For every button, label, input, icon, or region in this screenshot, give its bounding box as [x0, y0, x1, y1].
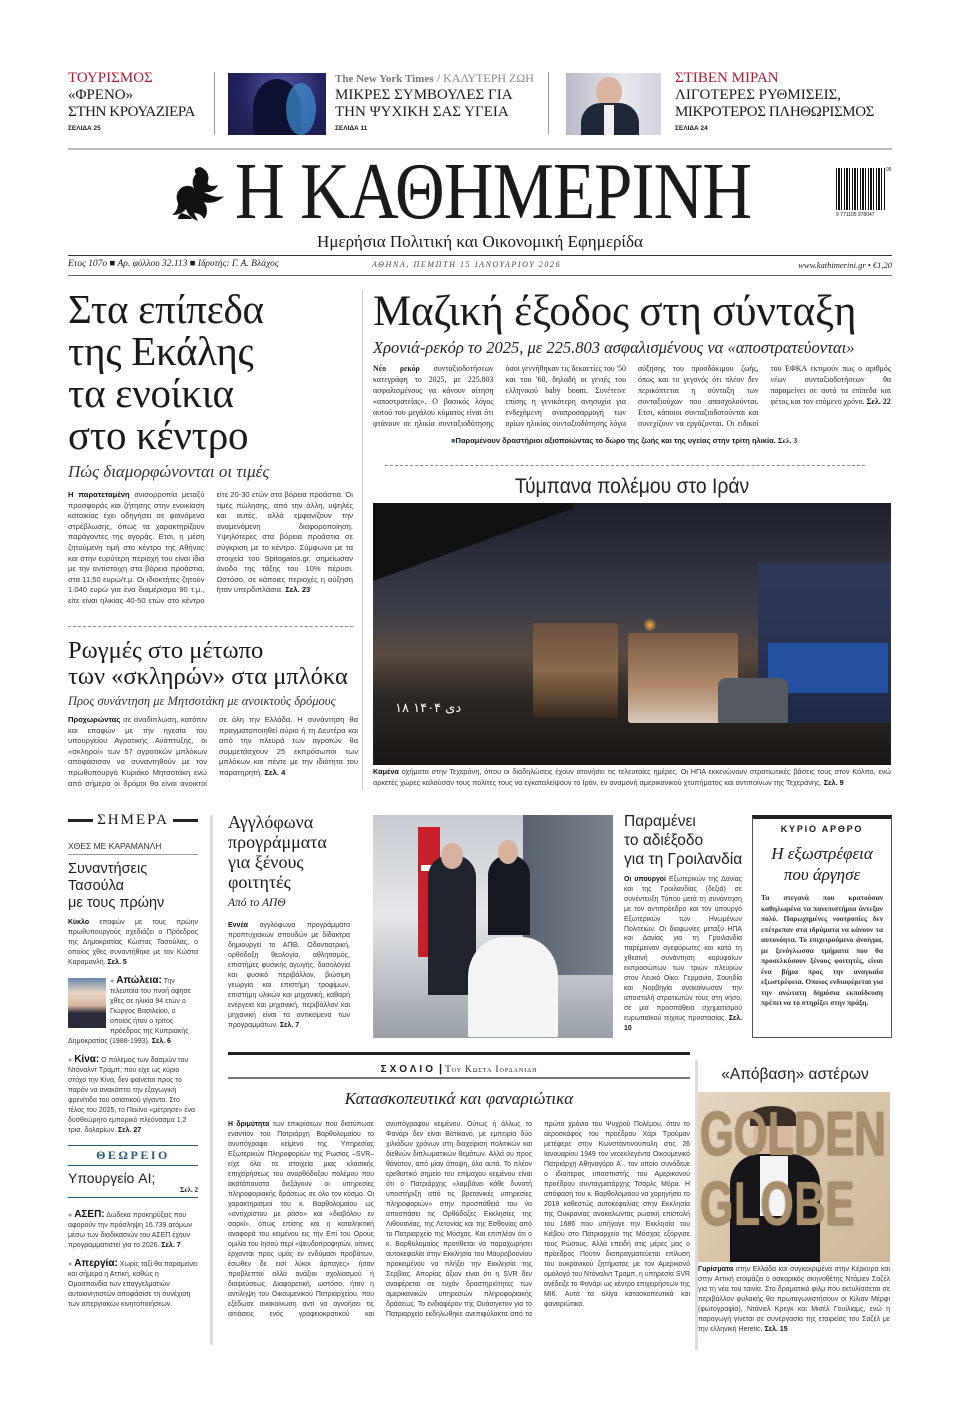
griffin-logo-icon — [170, 163, 228, 223]
headline — [68, 288, 353, 456]
rule — [68, 275, 892, 276]
teaser-title: ΜΙΚΡΟΤΕΡΟΣ ΠΛΗΘΩΡΙΣΜΟΣ — [675, 104, 875, 120]
section-title: ΚΥΡΙΟ ΑΡΘΡΟ — [780, 824, 864, 834]
kicker: ΧΘΕΣ ΜΕ ΚΑΡΑΜΑΝΛΗ — [68, 841, 198, 855]
article-farmers[interactable] — [68, 638, 358, 790]
stars-headline: «Απόβαση» αστέρων — [721, 1066, 869, 1083]
section-title: ΣΗΜΕΡΑ — [97, 812, 169, 828]
bullet-icon: ● — [110, 978, 115, 985]
article-body: Εννέα αγγλόφωνα προγράμματα προπτυχιακών σπουδών με δίδακτρα δημιουργεί το ΑΠΘ. Οδοντιατρική, ορθόδοξη θεολογία, αθλητισμός, επιστήμες φυσικής αγωγής, δασολογία και φυσικό περιβάλλον, βιώσιμη γεωργία και επιστήμη τροφίμων, επιστήμη υλικών και μηχανική, καθαρή ενέργεια και μηχανική, περιβάλλον και μηχανική είναι τα αντικείμενα των προγραμμάτων. Σελ. 7 — [228, 922, 350, 1029]
headline-line: τα ενοίκια — [68, 370, 234, 416]
rule — [228, 1077, 690, 1079]
section-title: ΣΧΟΛΙΟ — [380, 1064, 436, 1075]
subtitle: Προς συνάντηση με Μητσοτάκη με ανοικτούς δρόμους — [68, 694, 336, 708]
issue-info: Ετος 107ο ■ Αρ. φύλλου 32.113 ■ Ιδρυτής: Γ. Α. Βλάχος — [68, 259, 279, 269]
column-divider — [210, 815, 213, 1345]
teaser-miran[interactable] — [675, 70, 895, 132]
teaser-title: ΣΤΗΝ ΚΡΟΥΑΖΙΕΡΑ — [68, 104, 195, 120]
separator — [68, 626, 353, 627]
page-ref[interactable]: Σελ. 15 — [764, 1326, 788, 1333]
teaser-tourism[interactable] — [68, 70, 208, 132]
square-bullet-icon: ■ — [451, 436, 456, 445]
article-body: Τα στεγανά που κρατούσαν καθηλωμένα τα πανεπιστήμια άντεξαν πολύ. Παρωχημένες νοοτροπίες δεν επέτρεπαν στα ιδρύματα να κάνουν τα αυτονόητα. Το επιχειρούμενο άνοιγμα, με ξενόγλωσσα τμήματα που θα προσελκύσουν ξένους φοιτητές, είναι ένα βήμα προς την αναγκαία εξωστρέφεια. Οποιος ενδιαφέρεται για την ανώτατη δημόσια εκπαίδευση πρέπει να το στηρίξει στην πράξη. — [761, 893, 883, 1007]
headline[interactable]: Συναντήσεις Τασούλα με τους πρώην — [68, 861, 165, 911]
headline-line: στο κέντρο — [68, 412, 249, 458]
separator — [385, 465, 865, 466]
masthead-tagline: Ημερήσια Πολιτική και Οικονομική Εφημερίδα — [317, 232, 643, 251]
teaser-page: ΣΕΛΙΔΑ 24 — [675, 125, 708, 132]
teaser-title: «ΦΡΕΝΟ» — [68, 87, 134, 103]
brief-obituary[interactable]: ● Απώλεια: Την τελευταία του πνοή άφησε χθες σε ηλικία 94 ετών ο Γιώργος Βασιλείου, ο οποίος ήταν ο τρίτος πρόεδρος της Κυπριακής Δημοκρατίας (1988-1993). Σελ. 6 — [68, 975, 191, 1045]
teaser-kicker: ΤΟΥΡΙΣΜΟΣ — [68, 70, 153, 86]
photo-date-overlay: ۱۸ دی ۱۴۰۴ — [395, 701, 462, 716]
comment-headline[interactable]: Κατασκοπευτικά και φαναριώτικα — [344, 1089, 574, 1108]
teaser-kicker: / ΚΑΛΥΤΕΡΗ ΖΩΗ — [436, 71, 534, 85]
mental-health-illustration — [228, 73, 326, 135]
page-ref[interactable]: Σελ. 23 — [285, 585, 311, 595]
teaser-title: ΤΗΝ ΨΥΧΙΚΗ ΣΑΣ ΥΓΕΙΑ — [335, 104, 509, 120]
brief-china[interactable]: ● Κίνα: Ο πόλεμος των δασμών του Ντόναλντ Τραμπ, που είχε ως κύριο στόχο την Κίνα, δεν φαίνεται προς το παρόν να ανακόπτει την εξαγωγική φρενίτιδα του ασιατικού γίγαντα. Στο τέλος του 2025, το Πεκίνο «μέτρησε» ένα δυσθεώρητο εμπορικό πλεόνασμα 1,2 τρισ. δολαρίων. Σελ. 27 — [68, 1054, 195, 1134]
website-price: www.kathimerini.gr • €1,20 — [798, 260, 892, 270]
stephen-miran-photo — [566, 73, 661, 135]
photo-caption: Γυρίσματα στην Ελλάδα και συγκεκριμένα στην Κέρκυρα και στην Αττική ετοιμάζει ο οσκαρικός σκηνοθέτης Ντάμιεν Σαζέλ για τη νέα του ταινία. Στο δραματικό φιλμ που εκτυλίσσεται σε περιβάλλον φυλακής θα πρωταγωνιστήσουν οι Κίλιαν Μέρφι (φωτογραφία), Ντάνιελ Κρεγκ και Μισέλ Γουίλιαμς, ενώ η παραγωγή γίνεται σε συνεργασία της εταιρείας του Σαζέλ με την ελληνική Heretic. Σελ. 15 — [698, 1266, 890, 1333]
editorial-box[interactable] — [752, 815, 892, 1038]
subtitle: Χρονιά-ρεκόρ το 2025, με 225.803 ασφαλισμένους να «αποστρατεύονται» — [373, 338, 855, 357]
divider — [548, 72, 549, 134]
page-ref[interactable]: Σελ. 7 — [279, 1022, 300, 1029]
divider — [214, 72, 215, 134]
barcode-issue: 05 — [886, 167, 892, 173]
teaser-title: ΜΙΚΡΕΣ ΣΥΜΒΟΥΛΕΣ ΓΙΑ — [335, 87, 513, 103]
article-english-programs[interactable] — [228, 812, 350, 1031]
theoreio-headline[interactable]: Υπουργείο AI; — [68, 1170, 156, 1186]
related-link[interactable]: ■Παραμένουν δραστήριοι αξιοποιώντας το δώρο της ζωής και της υγείας στην τρίτη ηλικία. Σελ. 3 — [451, 436, 798, 445]
section-title: ΘΕΩΡΕΙΟ — [96, 1148, 170, 1162]
brief-asep[interactable]: ● ΑΣΕΠ: Δώδεκα προκηρύξεις που αφορούν την πρόσληψη 16.739 ατόμων μέσω των διαδικασιών του ΑΣΕΠ έχουν προγραμματιστεί για το 2026. Σελ. 7 — [68, 1209, 193, 1249]
photo-backdrop-text: GOLDEN GLOBE — [700, 1100, 886, 1239]
page-ref[interactable]: Σελ. 5 — [107, 959, 127, 966]
article-body: Οι υπουργοί Εξωτερικών της Δανίας και της Γροιλανδίας (δεξιά) σε συνέντευξη Τύπου μετά τη συνάντηση με τον αντιπρόεδρο και τον υπουργό Εξωτερικών των Ηνωμένων Πολιτειών. Οι διαφωνίες μεταξύ ΗΠΑ και Δανίας για τη Γροιλανδία παρέμειναν αγεφύρωτες και κατά τη χθεσινή συνάντηση κορυφαίων εκπροσώπων των τριών πλευρών στον Λευκό Οίκο. Γερμανία, Σουηδία και Νορβηγία ανακοίνωσαν την αποστολή στρατιωτών τους στη νήσο, σε μια προσπάθεια σχηματισμού ευρωπαϊκού τείχους προστασίας. Σελ. 10 — [624, 876, 742, 1032]
article-pensions[interactable] — [373, 288, 891, 445]
barcode-number: 9 771105 978047 — [836, 212, 875, 218]
comment-body: Η δριμύτητα των επικρίσεων που διατύπωσε εναντίον του Πατριάρχη Βαρθολομαίου το ανυπόγραφο κείμενο της Υπηρεσίας Εξωτερικών Πληροφοριών της Ρωσίας –SVR– είχε όλα τα στοιχεία μιας κλασικής επιχειρήσεως του ανορθόδοξου πολέμου που ακατάπαυστα διεξάγουν οι υπηρεσίες πληροφοριακής δράσεως σε όλο τον κόσμο. Οι χαρακτηρισμοί του κ. Βαρθολομαίου ως «αντιχρίστου με ράσο» και «διαβόλου εν σαρκί», όπως επίσης και η καταληκτική αναφορά του κειμένου εις την Επί του Ορους ομιλία του Ιησού περί «ψευδοπροφητών, οίτινες έρχονται προς υμάς εν ενδύμασι προβάτων, έσωθεν δε εισί λύκοι άρπαγες» ήσαν προβλεπτοί αλλά ανάξιοι σχολιασμού ή διαψεύσεως. Διαφορετική, ωστόσο, ήταν η αντίληψη του Οικουμενικού Πατριαρχείου, που εξέδωσε ανακοίνωση αντί να αγνοήσει τις αιτιάσεις ενός γραφειοκρατικού και ανυπόγραφου κειμένου. Ούτως ή άλλως το Φανάρι δεν είναι Βατικανό, με εμπειρία δύο χιλιάδων χρόνων στη διαχείριση πολιτικών και διεθνών διπλωματικών θεμάτων. Αλλά ου προς θάνατον, από μίαν άποψη, όλα αυτά. Το πλέον ερεθιστικό σημείο του επίμαχου κειμένου είναι ότι ο Πατριάρχης «λαμβάνει κάθε δυνατή υποστήριξη από τις βρετανικές υπηρεσίες πληροφοριών» στην προσπάθειά του να αποσπάσει τις Ορθόδοξες Εκκλησίες της Λιθουανίας, της Λετονίας και της Εσθονίας από το Πατριαρχείο της Μόσχας. Και επιπλέον ότι ο κ. Βαρθολομαίος προτίθεται να παραχωρήσει αυτοκεφαλία στην Εκκλησία του Μαυροβουνίου προκειμένου να πλήξει την Εκκλησία της Σερβίας. Απορίας άξιον είναι ότι η SVR δεν αναφέρεται σε τυχόν δραστηριότητες των αμερικανικών υπηρεσιών πληροφοριακής δράσεως. Το ενδιαφέρον της Ουάσιγκτον για το Πατριαρχείο εκδηλώθηκε ανεπιφύλακτα από τα πρώτα χρόνια του Ψυχρού Πολέμου, όταν το αεροσκάφος του προέδρου Χάρι Τρούμαν μετέφερε στην Κωνσταντινούπολη στις 26 Ιανουαρίου 1949 τον νεοεκλεγέντα Οικουμενικό Πατριάρχη Αθηναγόρα Α΄, τον οποίο συνόδευε ο ιδιαίτερος υπασπιστής του Αμερικανού προέδρου συνταγματάρχης Τσαρλς Μόρα. Η απόφαση του κ. Βαρθολομαίου να χορηγήσει το 2018 καθεστώς αυτοκεφαλίας στην Εκκλησία της Ουκρανίας ανακαλώντας ρωσική επιστολή του 1686 που υπήγαγε την Εκκλησία του Κιέβου στο Πατριαρχείο της Μόσχας εξόργισε τους Ρώσους. Αλλά επειδή στις μέρες μας ο πρόεδρος Πούτιν διαπραγματεύεται επίλυση του ουκρανικού ζητήματος με τον Αμερικανό ομόλογό του Ντόναλντ Τραμπ, η υπηρεσία SVR ανέδειξε το Φανάρι ως κέντρο επιχειρήσεων της MI6. Αυτά τα ολίγα κατασκοπευτικά και φαναριώτικα. — [228, 1121, 690, 1318]
brief-strike[interactable]: ● Απεργία: Χωρίς ταξί θα παραμείνει και σήμερα η Αττική, καθώς η Ομοσπονδία των επαγγελματιών αυτοκινητιστών αποφάσισε τη συνέχιση των απεργιακών κινητοποιήσεων. — [68, 1258, 198, 1308]
article-body: Η παρατεταμένη ανισορροπία μεταξύ προσφοράς και ζήτησης στην ενοικίαση κατοικίας έχει οδηγήσει σε φαινόμενα στρέβλωσης, όπως τα χαρακτηρίζουν παράγοντες της αγοράς. Ετσι, η μέση ζητούμενη τιμή στο κέντρο της Αθήνας και στην ευρύτερη περιοχή του είναι ίδια με την αντίστοιχη στα βόρεια προάστια, στα 11,50 ευρώ/τ.μ. Οι ιδιοκτήτες ζητούν 1.040 ευρώ για ένα διαμέρισμα 90 τ.μ., είτε είναι ηλικίας 40-50 ετών στο κέντρο είτε 20-30 ετών στα βόρεια προάστια. Οι τιμές πώλησης, από την άλλη, υψηλές και αυτές, αλλά εμφανίζουν την αναμενόμενη διαφοροποίηση. Υψηλότερες στα βόρεια προάστια σε σύγκριση με το κέντρο. Σύμφωνα με τα στοιχεία του Spitogatos.gr, σημείωσαν άνοδο της τάξης του 10% πέρυσι. Ωστόσο, σε κάποιες περιοχές η αύξηση ήταν υπερδιπλάσια. Σελ. 23 — [68, 490, 353, 605]
article-rent[interactable] — [68, 288, 353, 620]
subtitle: Από το ΑΠΘ — [228, 897, 286, 909]
teaser-page: ΣΕΛΙΔΑ 11 — [335, 125, 368, 132]
headline: Η εξωστρέφεια που άργησε — [771, 844, 873, 884]
page-ref[interactable]: Σελ. 10 — [624, 1014, 742, 1032]
article-greenland[interactable] — [624, 812, 742, 1034]
iran-headline: Τύμπανα πολέμου στο Ιράν — [514, 475, 750, 498]
barcode — [836, 168, 886, 210]
subtitle: Πώς διαμορφώνονται οι τιμές — [68, 462, 270, 481]
page-ref[interactable]: Σελ. 2 — [68, 1186, 198, 1198]
issue-date: ΑΘΗΝΑ, ΠΕΜΠΤΗ 15 ΙΑΝΟΥΑΡΙΟΥ 2026 — [372, 260, 562, 269]
teaser-kicker: ΣΤΙΒΕΝ ΜΙΡΑΝ — [675, 70, 779, 86]
headline: Αγγλόφωνα προγράμματα για ξένους φοιτητές — [228, 812, 327, 892]
teaser-nyt[interactable] — [335, 70, 540, 132]
iran-burned-buses-photo — [373, 503, 891, 765]
lead-headline: Μαζική έξοδος στη σύνταξη — [373, 288, 857, 335]
headline: Παραμένει το αδιέξοδο για τη Γροιλανδία — [624, 813, 743, 868]
page-ref[interactable]: Σελ. 4 — [264, 767, 286, 777]
page-ref[interactable]: Σελ. 9 — [823, 777, 844, 787]
headline: Ρωγμές στο μέτωπο των «σκληρών» στα μπλόκα — [68, 637, 348, 690]
column-divider — [362, 290, 363, 790]
article-body: Προχωρώντας σε αναδίπλωση, κατόπιν και επαφών με την ηγεσία του υπουργείου Αγροτικής Ανάπτυξης, οι «σκληροί» των 57 αγροτικών μπλόκων αποφάσισαν να συναντηθούν με τον πρωθυπουργό Κυριάκο Μητσοτάκη ενώ από σήμερα οι δρόμοι θα είναι ανοικτοί σε όλη την Ελλάδα. Η συνάντηση θα πραγματοποιηθεί αύριο ή τη Δευτέρα και από την πλευρά των αγροτών θα συμμετάσχουν 25 εκπρόσωποι των μπλόκων και πέντε με την ιδιότητα του παρατηρητή. Σελ. 4 — [68, 715, 358, 788]
page-ref[interactable]: Σελ. 22 — [866, 396, 891, 406]
article-body: Νέο ρεκόρ συνταξιοδοτήσεων κατεγράφη το 2025, με 225.803 ασφαλισμένους να κάνουν αίτηση «αποστρατείας». Ο βασικός λόγος αυτού του μεγάλου κύματος είναι ότι φτάνουν σε ηλικία συνταξιοδότησης όσοι γεννήθηκαν τις δεκαετίες του '50 και του '60, δηλαδή οι γενιές του ελληνικού baby boom. Συνέτεινε επίσης η γενικότερη ανησυχία για ενδεχόμενη αναπροσαρμογή των ορίων ηλικίας συνταξιοδότησης λόγω αύξησης του προσδόκιμου ζωής, όπως και το γεγονός ότι πλέον δεν περικόπτεται η σύνταξη των συνταξιούχων που απασχολούνται. Ετσι, κάποιοι συνταξιοδοτούνται και συνεχίζουν να εργάζονται. Οι ειδικοί του ΕΦΚΑ εκτιμούν πως ο αριθμός νέων συνταξιοδοτήσεων θα παραμείνει σε αυτά τα επίπεδα και φέτος και τον επόμενο χρόνο. Σελ. 22 — [373, 364, 891, 428]
greenland-press-conference-photo — [373, 815, 613, 1038]
nyt-logo: The New York Times — [335, 73, 434, 85]
headline-line: Στα επίπεδα — [68, 286, 264, 332]
rule — [68, 255, 892, 256]
vasiliou-photo — [68, 978, 106, 1028]
teaser-page: ΣΕΛΙΔΑ 25 — [68, 125, 101, 132]
headline-line: της Εκάλης — [68, 328, 254, 374]
masthead-title: Η ΚΑΘΗΜΕΡΙΝΗ — [235, 148, 752, 236]
photo-caption: Καμένα οχήματα στην Τεχεράνη, όπου οι διαδηλώσεις έχουν ατονήσει τις τελευταίες ημέρες. Οι ΗΠΑ εκκενώνουν στρατιωτικές βάσεις τους στον Κόλπο, ενώ αρκετές χώρες καλούσαν τους πολίτες τους να εγκαταλείψουν το Ιράν, εν αναμονή αμερικανικού χτυπήματος και αντιποίνων της Τεχεράνης. Σελ. 9 — [373, 767, 891, 787]
cillian-murphy-photo — [698, 1092, 890, 1262]
article-body: Κύκλο επαφών με τους πρώην πρωθυπουργούς σχεδιάζει ο Πρόεδρος της Δημοκρατίας Κώστας Τασούλας, ο οποίος χθες συναντήθηκε με τον Κώστα Καραμανλή. Σελ. 5 — [68, 919, 198, 966]
byline: Του Κωστα Ιορδανιδη — [445, 1064, 538, 1074]
comment-header: ΣΧΟΛΙΟ | Του Κωστα Ιορδανιδη — [380, 1063, 538, 1075]
teaser-title: ΛΙΓΟΤΕΡΕΣ ΡΥΘΜΙΣΕΙΣ, — [675, 87, 842, 103]
today-column — [68, 812, 198, 1310]
rule — [228, 1052, 690, 1055]
